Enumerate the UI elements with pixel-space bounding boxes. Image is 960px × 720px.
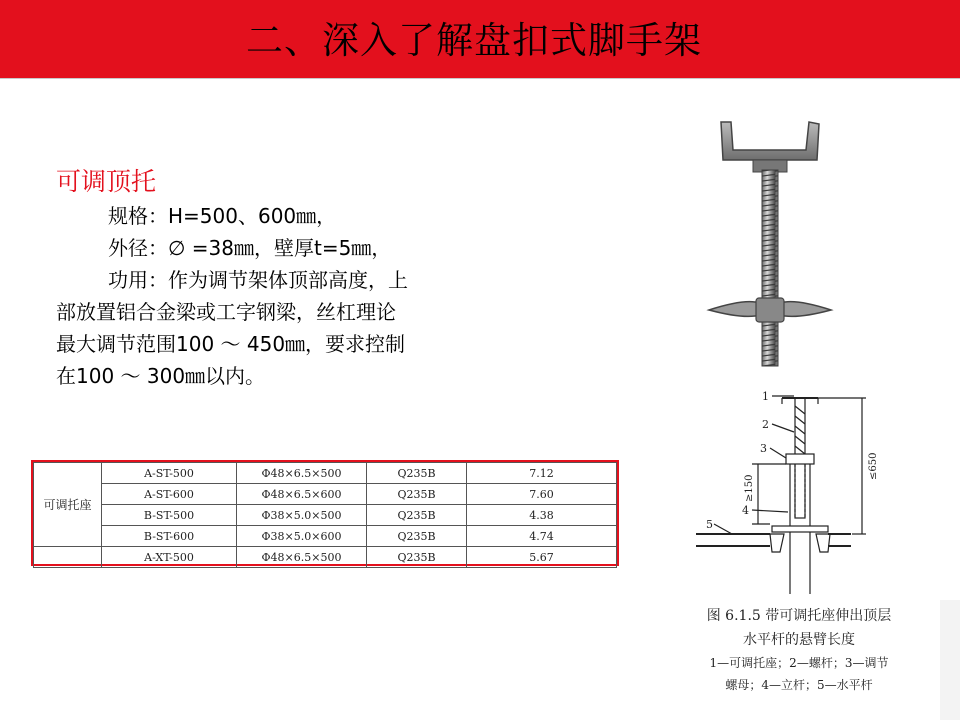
table-cell-weight: 7.60: [467, 484, 617, 505]
table-cell-model: B-ST-500: [102, 505, 237, 526]
table-cell-weight: 4.74: [467, 526, 617, 547]
table-cell-model: A-ST-500: [102, 463, 237, 484]
table-empty-cell: [34, 547, 102, 568]
dimension-650: ≤650: [868, 452, 879, 480]
table-cell-model: A-XT-500: [102, 547, 237, 568]
caption-subtitle: 水平杆的悬臂长度: [743, 632, 855, 648]
table-cell-material: Q235B: [367, 484, 467, 505]
table-cell-size: Φ38×5.0×500: [237, 505, 367, 526]
function-line: 功用：作为调节架体顶部高度，上: [108, 268, 408, 292]
callout-5: 5: [706, 518, 713, 531]
table-cell-material: Q235B: [367, 547, 467, 568]
table-cell-size: Φ48×6.5×600: [237, 484, 367, 505]
section-heading: 可调顶托: [56, 167, 157, 196]
callout-1: 1: [762, 390, 769, 403]
table-row: [34, 505, 617, 526]
table-cell-weight: 7.12: [467, 463, 617, 484]
slide-title: 二、深入了解盘扣式脚手架: [246, 19, 702, 62]
table-cell-model: B-ST-600: [102, 526, 237, 547]
table-cell-material: Q235B: [367, 463, 467, 484]
jack-extension-diagram: [666, 384, 956, 604]
table-row: [34, 526, 617, 547]
diameter-line: 外径：∅ =38㎜，壁厚t=5㎜，: [108, 236, 392, 260]
function-line-cont: 部放置铝合金梁或工字钢梁，丝杠理论: [56, 300, 396, 324]
table-cell-size: Φ38×5.0×600: [237, 526, 367, 547]
table-cell-weight: 5.67: [467, 547, 617, 568]
spec-table: [31, 460, 619, 566]
table-cell-material: Q235B: [367, 505, 467, 526]
header-divider: [0, 78, 960, 79]
table-category-cell: 可调托座: [34, 463, 102, 547]
table-cell-size: Φ48×6.5×500: [237, 547, 367, 568]
caption-legend: 螺母；4—立杆；5—水平杆: [725, 678, 873, 692]
dimension-150: ≥150: [744, 474, 755, 502]
table-cell-weight: 4.38: [467, 505, 617, 526]
callout-4: 4: [742, 504, 749, 517]
figure-caption: [664, 604, 934, 696]
function-line-cont: 在100 ～ 300㎜以内。: [56, 364, 266, 388]
table-row: [34, 547, 617, 568]
table-cell-material: Q235B: [367, 526, 467, 547]
caption-legend: 1—可调托座；2—螺杆；3—调节: [709, 656, 889, 670]
table-row: [34, 484, 617, 505]
caption-title: 图 6.1.5 带可调托座伸出顶层: [706, 608, 892, 624]
adjustable-jack-photo: [705, 112, 835, 374]
callout-3: 3: [760, 442, 767, 455]
function-line-cont: 最大调节范围100 ～ 450㎜，要求控制: [56, 332, 406, 356]
callout-2: 2: [762, 418, 769, 431]
scan-edge: [940, 600, 960, 720]
table-cell-size: Φ48×6.5×500: [237, 463, 367, 484]
table-cell-model: A-ST-600: [102, 484, 237, 505]
table-row: [34, 463, 617, 484]
spec-line: 规格：H=500、600㎜，: [108, 204, 337, 228]
